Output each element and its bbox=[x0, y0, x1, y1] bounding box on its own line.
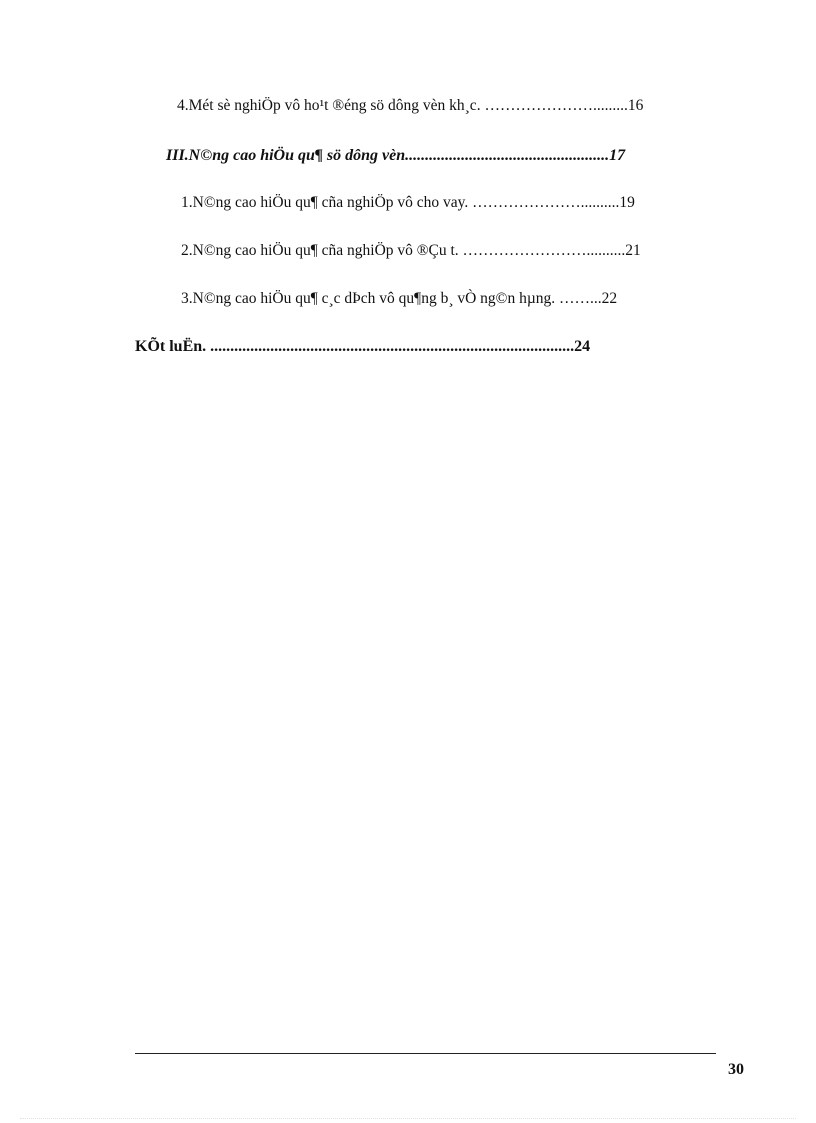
footer-divider bbox=[135, 1053, 716, 1054]
page-number: 30 bbox=[728, 1061, 744, 1078]
page-bottom-border bbox=[20, 1118, 796, 1119]
toc-entry: 2.N©ng cao hiÖu qu¶ cña nghiÖp vô ®Çu t. ……………………..........21 bbox=[181, 242, 641, 259]
toc-entry: KÕt luËn. ...........................................................................................24 bbox=[135, 338, 591, 355]
toc-entry: 1.N©ng cao hiÖu qu¶ cña nghiÖp vô cho vay. …………………..........19 bbox=[181, 194, 635, 211]
toc-entry: 3.N©ng cao hiÖu qu¶ c¸c dÞch vô qu¶ng b¸ vÒ ng©n hµng. ……...22 bbox=[181, 290, 618, 307]
toc-entry: 4.Mét sè nghiÖp vô ho¹t ®éng sö dông vèn kh¸c. ………………….........16 bbox=[177, 97, 644, 114]
toc-entry: III.N©ng cao hiÖu qu¶ sö dông vèn...................................................17 bbox=[166, 147, 626, 164]
